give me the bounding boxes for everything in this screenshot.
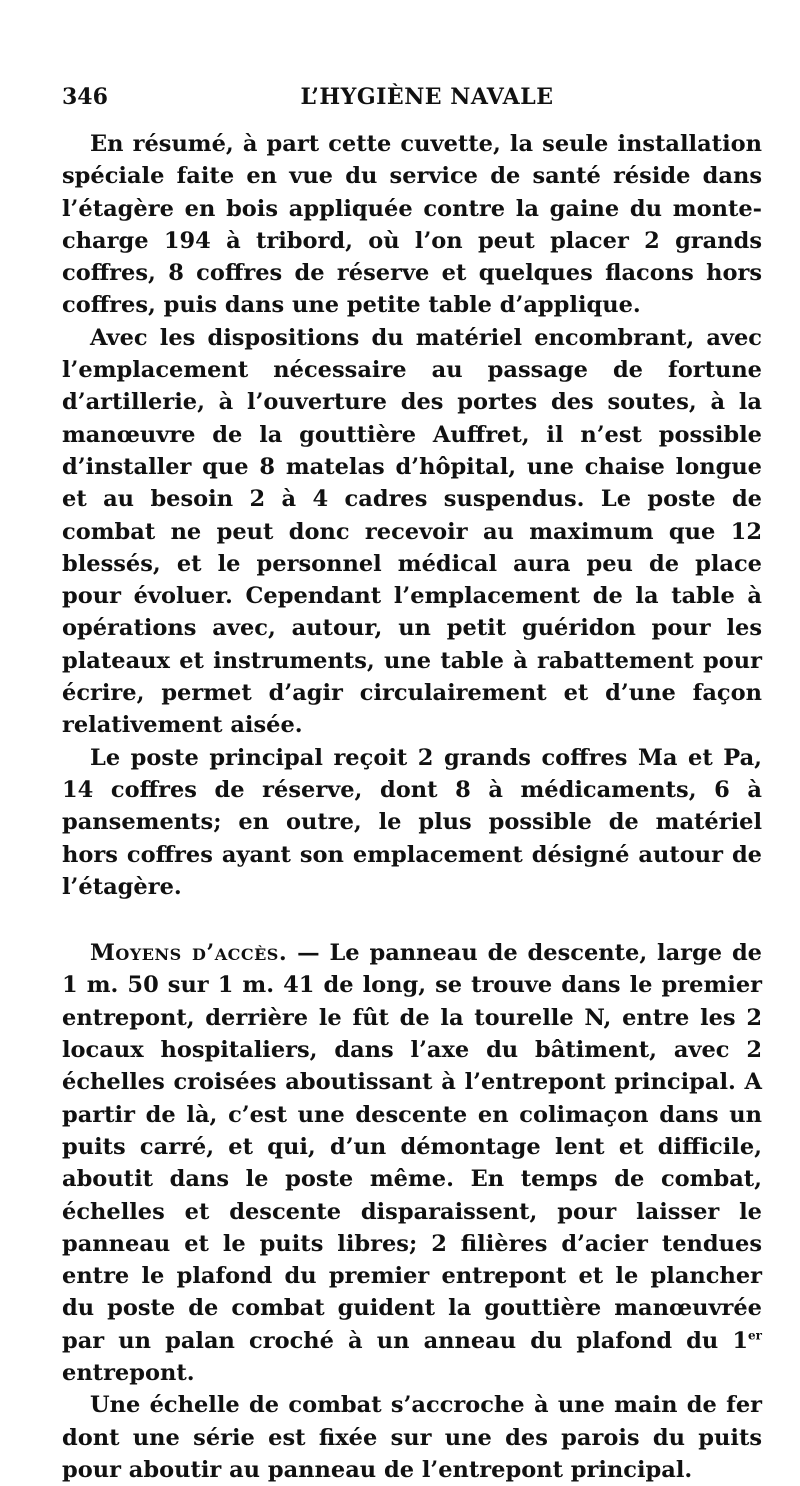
section-text-end: entrepont. bbox=[62, 1359, 195, 1386]
body-text bbox=[62, 128, 762, 1486]
paragraph-main-post: Le poste principal reçoit 2 grands coffres Ma et Pa, 14 coffres de réserve, dont 8 à médicaments, 6 à pansements; en outre, le plus possible de matériel hors coffres ayant son emplacement désigné autour de l’étagère. bbox=[62, 744, 762, 900]
paragraph-equipment: Avec les dispositions du matériel encombrant, avec l’emplacement nécessaire au passage de fortune d’artillerie, à l’ouverture des portes des soutes, à la manœuvre de la gouttière Auffret, il n’est possible d’installer que 8 matelas d’hôpital, une chaise longue et au besoin 2 à 4 cadres suspendus. Le poste de combat ne peut donc recevoir au maximum que 12 blessés, et le personnel médical aura peu de place pour évoluer. Cependant l’emplacement de la table à opérations avec, autour, un petit guéridon pour les plateaux et instruments, une table à rabattement pour écrire, permet d’agir circulairement et d’une façon relativement aisée. bbox=[62, 324, 762, 739]
running-head bbox=[62, 84, 762, 124]
page-number: 346 bbox=[62, 84, 108, 110]
paragraph-ladder: Une échelle de combat s’accroche à une main de fer dont une série est fixée sur une des parois du puits pour aboutir au panneau de l’entrepont principal. bbox=[62, 1392, 762, 1483]
superscript-er: er bbox=[748, 1328, 762, 1343]
section-heading: Moyens d’accès. bbox=[90, 940, 288, 967]
section-text: Le panneau de descente, large de 1 m. 50 sur 1 m. 41 de long, se trouve dans le premier entrepont, derrière le fût de la tourelle N, entre les 2 locaux hospitaliers, dans l’axe du bâtiment, avec 2 échelles croisées aboutissant à l’entrepont principal. A partir de là, c’est une descente en colimaçon dans un puits carré, et qui, d’un démontage lent et difficile, aboutit dans le poste même. En temps de combat, échelles et descente disparaissent, pour laisser le panneau et le puits libres; 2 filières d’acier tendues entre le plafond du premier entrepont et le plancher du poste de combat guident la gouttière manœuvrée par un palan croché à un anneau du plafond du 1 bbox=[62, 940, 762, 1354]
paragraph-summary: En résumé, à part cette cuvette, la seule installation spéciale faite en vue du service de santé réside dans l’étagère en bois appliquée contre la gaine du monte-charge 194 à tribord, où l’on peut placer 2 grands coffres, 8 coffres de réserve et quelques flacons hors coffres, puis dans une petite table d’applique. bbox=[62, 131, 762, 319]
paragraph-access bbox=[62, 937, 762, 1389]
running-title: L’HYGIÈNE NAVALE bbox=[300, 84, 554, 110]
section-dash: — bbox=[287, 940, 330, 967]
